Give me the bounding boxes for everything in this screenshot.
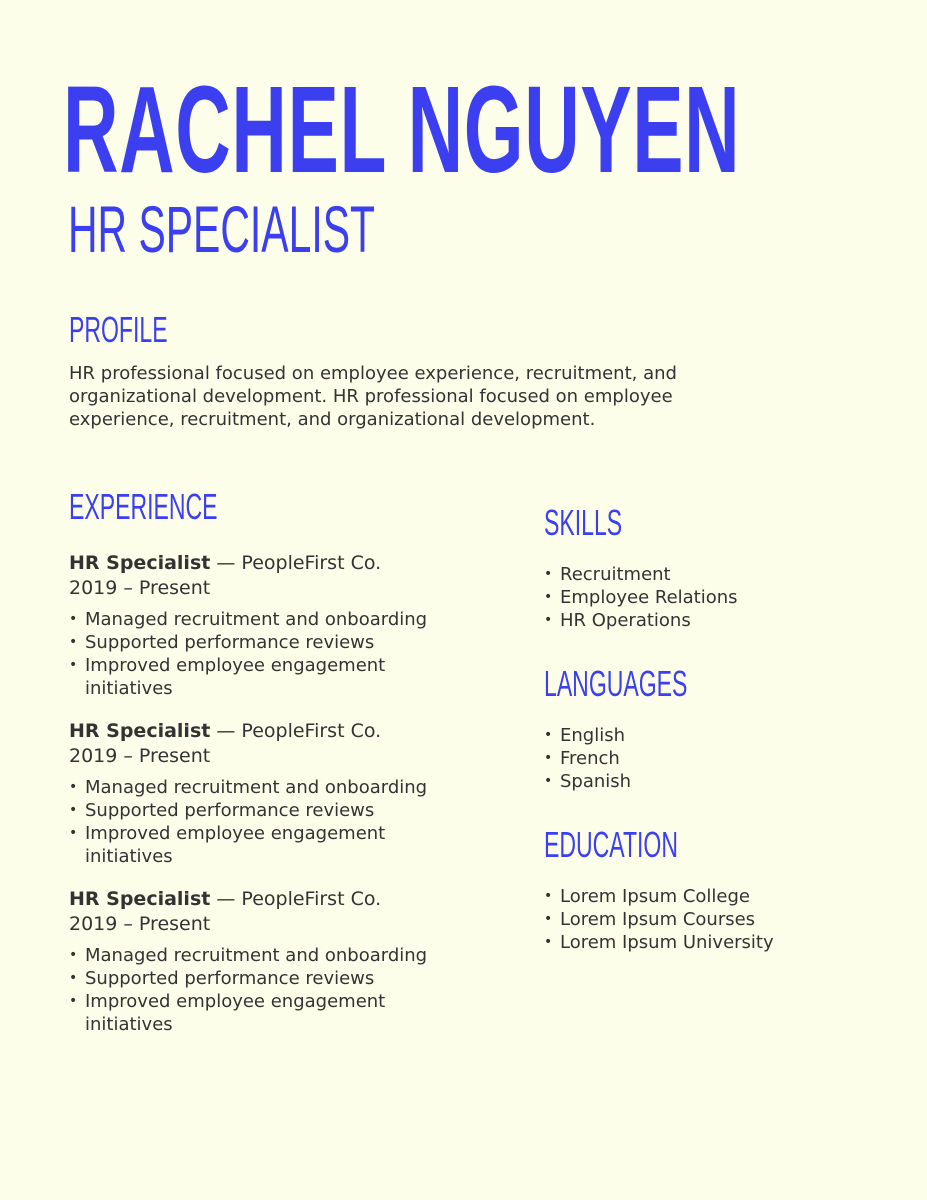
list-item: • Lorem Ipsum University	[544, 931, 904, 954]
job-company: — PeopleFirst Co.	[210, 888, 382, 910]
job-dates: 2019 – Present	[69, 745, 211, 767]
job-role-title: HR SPECIALIST	[68, 192, 375, 266]
education-heading: EDUCATION	[544, 824, 678, 865]
list-item: • Supported performance reviews	[69, 631, 469, 654]
list-item: • Managed recruitment and onboarding	[69, 944, 469, 967]
job-company: — PeopleFirst Co.	[210, 720, 382, 742]
job-heading	[69, 551, 469, 576]
list-item: • Spanish	[544, 770, 904, 793]
job-bullets	[69, 608, 469, 700]
job-entry	[69, 551, 469, 700]
education-list	[544, 885, 904, 954]
list-item: • Recruitment	[544, 563, 904, 586]
list-item: • HR Operations	[544, 609, 904, 632]
skills-heading: SKILLS	[544, 502, 623, 543]
profile-summary: HR professional focused on employee experience, recruitment, and organizational development. HR professional focused on employee experience, recruitment, and organizational development.	[69, 363, 677, 430]
job-dates: 2019 – Present	[69, 913, 211, 935]
job-entry	[69, 887, 469, 1036]
list-item: • Employee Relations	[544, 586, 904, 609]
list-item: • Lorem Ipsum Courses	[544, 908, 904, 931]
job-bullets	[69, 776, 469, 868]
job-heading	[69, 719, 469, 744]
list-item: • Improved employee engagement initiatives	[69, 654, 469, 700]
job-title: HR Specialist	[69, 552, 211, 574]
list-item: • Lorem Ipsum College	[544, 885, 904, 908]
candidate-name: RACHEL NGUYEN	[63, 62, 741, 199]
list-item: • Supported performance reviews	[69, 967, 469, 990]
job-company: — PeopleFirst Co.	[210, 552, 382, 574]
job-dates: 2019 – Present	[69, 577, 211, 599]
list-item: • Managed recruitment and onboarding	[69, 608, 469, 631]
job-entry	[69, 719, 469, 868]
list-item: • Managed recruitment and onboarding	[69, 776, 469, 799]
list-item: • Improved employee engagement initiatives	[69, 990, 469, 1036]
list-item: • Supported performance reviews	[69, 799, 469, 822]
job-bullets	[69, 944, 469, 1036]
languages-list	[544, 724, 904, 793]
job-heading	[69, 887, 469, 912]
skills-list	[544, 563, 904, 632]
profile-heading: PROFILE	[69, 309, 168, 350]
experience-list	[69, 551, 469, 1055]
experience-heading: EXPERIENCE	[69, 486, 218, 527]
list-item: • English	[544, 724, 904, 747]
list-item: • French	[544, 747, 904, 770]
list-item: • Improved employee engagement initiatives	[69, 822, 469, 868]
job-title: HR Specialist	[69, 720, 211, 742]
languages-heading: LANGUAGES	[544, 663, 688, 704]
job-title: HR Specialist	[69, 888, 211, 910]
